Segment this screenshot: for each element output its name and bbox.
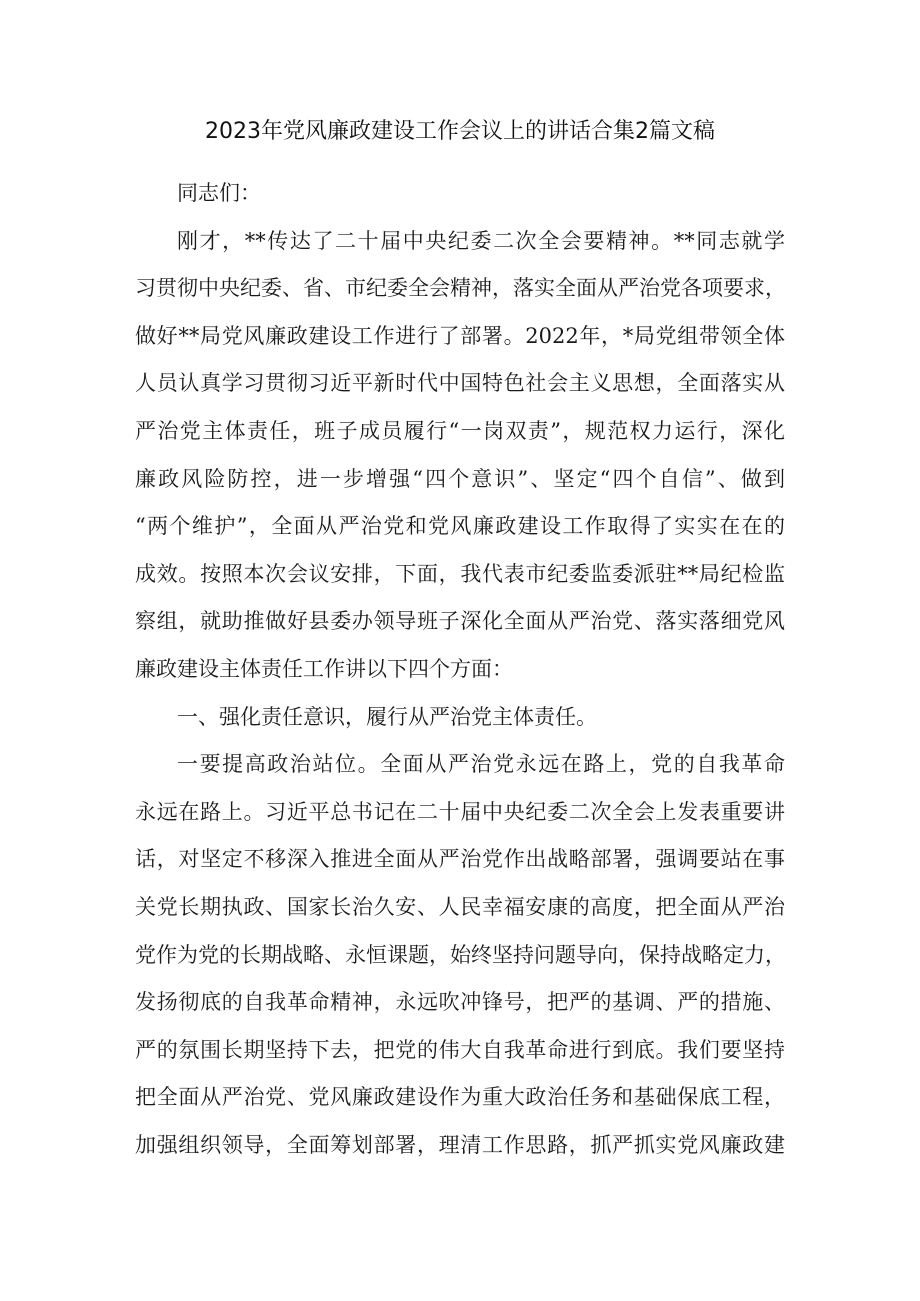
document-body [135, 170, 785, 1169]
text-line: 关党长期执政、国家长治久安、人民幸福安康的高度，把全面从严治 [135, 894, 785, 919]
text-line: 刚才，**传达了二十届中央纪委二次全会要精神。**同志就学 [177, 228, 785, 253]
section-heading [135, 694, 785, 742]
text-line: 察组，就助推做好县委办领导班子深化全面从严治党、落实落细党风 [135, 609, 785, 634]
text-line: “两个维护”，全面从严治党和党风廉政建设工作取得了实实在在的 [135, 514, 785, 539]
text-line: 严的氛围长期坚持下去，把党的伟大自我革命进行到底。我们要坚持 [135, 1037, 785, 1062]
text-line: 加强组织领导，全面筹划部署，理清工作思路，抓严抓实党风廉政建 [135, 1132, 785, 1157]
text-line: 把全面从严治党、党风廉政建设作为重大政治任务和基础保底工程， [135, 1085, 785, 1110]
paragraph [135, 218, 785, 694]
text-line: 永远在路上。习近平总书记在二十届中央纪委二次全会上发表重要讲 [135, 799, 785, 824]
text-line: 话，对坚定不移深入推进全面从严治党作出战略部署，强调要站在事 [135, 847, 785, 872]
text-line: 廉政建设主体责任工作讲以下四个方面： [135, 656, 513, 681]
salutation: 同志们： [177, 181, 261, 205]
text-line: 成效。按照本次会议安排，下面，我代表市纪委监委派驻**局纪检监 [135, 561, 785, 586]
text-line: 党作为党的长期战略、永恒课题，始终坚持问题导向，保持战略定力， [135, 942, 786, 967]
paragraph [135, 741, 785, 1169]
document-title: 2023年党风廉政建设工作会议上的讲话合集2篇文稿 [205, 119, 715, 144]
text-line: 做好**局党风廉政建设工作进行了部署。2022年，*局党组带领全体 [135, 323, 785, 348]
text-line: 廉政风险防控，进一步增强“四个意识”、坚定“四个自信”、做到 [135, 466, 785, 491]
text-line: 习贯彻中央纪委、省、市纪委全会精神，落实全面从严治党各项要求， [135, 276, 786, 301]
heading-line: 一、强化责任意识，履行从严治党主体责任。 [177, 704, 597, 729]
text-line: 严治党主体责任，班子成员履行“一岗双责”，规范权力运行，深化 [135, 418, 785, 443]
text-line: 发扬彻底的自我革命精神，永远吹冲锋号，把严的基调、严的措施、 [135, 990, 785, 1015]
text-line: 人员认真学习贯彻习近平新时代中国特色社会主义思想，全面落实从 [135, 371, 785, 396]
text-line: 一要提高政治站位。全面从严治党永远在路上，党的自我革命 [177, 752, 785, 777]
